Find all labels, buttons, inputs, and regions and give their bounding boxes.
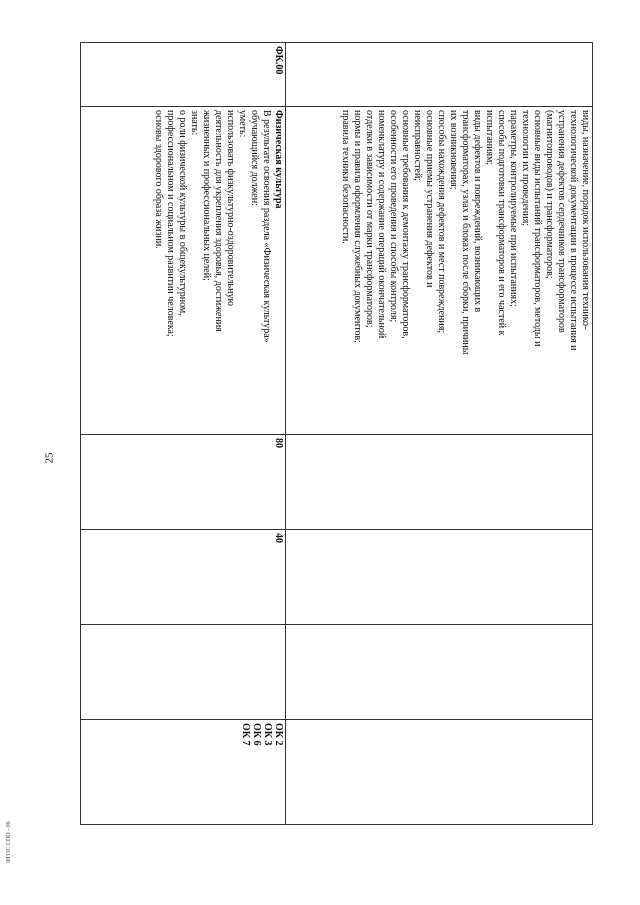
- row1-text-line: правила техники безопасности.: [340, 110, 351, 244]
- row1-text-line: способы нахождения дефектов и мест повреждения;: [436, 110, 447, 334]
- row2-ok-list: [240, 723, 284, 821]
- row2-text-line: профессиональном и социальном развитии человека;: [165, 110, 176, 337]
- footer-code: ФГОС СПО - 06: [6, 821, 12, 863]
- row2-text-line: обучающийся должен:: [249, 110, 260, 206]
- row2-text-lines: [152, 110, 272, 431]
- row2-text-line: В результате освоения раздела «Физическая культура»: [261, 110, 272, 343]
- row1-text-line: виды, назначение, порядок использования технико-: [580, 110, 591, 330]
- row1-text-line: технологии их проведения;: [520, 110, 531, 226]
- row1-mandatory-load: [286, 530, 593, 625]
- ok-competency: ОК 2: [273, 723, 284, 746]
- ok-competency: ОК 3: [262, 723, 273, 746]
- row2-discipline: [81, 625, 286, 720]
- row1-text-lines: [339, 110, 591, 431]
- row2-max-load: 80: [81, 435, 286, 530]
- row2-text-line: деятельность для укрепления здоровья, достижения: [213, 110, 224, 332]
- row1-code: [286, 43, 593, 107]
- row2-text-line: знать:: [189, 110, 200, 136]
- row1-text-line: основные требования к демонтажу трансформаторов,: [400, 110, 411, 339]
- row2-code: ФК.00: [81, 43, 286, 107]
- row1-max-load: [286, 435, 593, 530]
- row1-text-line: виды дефектов и повреждений, возникающих в: [472, 110, 483, 313]
- row1-text-line: их возникновения;: [448, 110, 459, 190]
- row1-text-line: неисправностей;: [412, 110, 423, 182]
- table-row: [81, 43, 286, 825]
- row1-text-line: (магнитопроводов) и трансформаторов;: [544, 110, 555, 279]
- row1-text-line: основные приемы устранения дефектов и: [424, 110, 435, 288]
- row2-text-line: о роли физической культуры в общекультурном,: [177, 110, 188, 316]
- competency-table-sheet: [80, 42, 593, 824]
- row2-text-line: жизненных и профессиональных целей;: [201, 110, 212, 281]
- row1-content: [286, 107, 593, 435]
- row1-text-line: номенклатуру и содержание операций окончательной: [376, 110, 387, 339]
- row1-text-line: параметры, контролируемые при испытаниях;: [508, 110, 519, 307]
- ok-competency: ОК 6: [251, 723, 262, 746]
- row1-text-line: основные виды испытаний трансформаторов, методы и: [532, 110, 543, 347]
- row1-competencies: [286, 720, 593, 825]
- row2-text-line: использовать физкультурно-оздоровительную: [225, 110, 236, 306]
- row1-text-line: технологической документации в процессе испытания и: [568, 110, 579, 351]
- row2-text-line: основы здорового образа жизни.: [153, 110, 164, 249]
- row1-text-line: трансформаторах, узлах и блоках после сборки, причины: [460, 110, 471, 355]
- row2-mandatory-load: 40: [81, 530, 286, 625]
- row2-title: Физическая культура: [273, 110, 284, 209]
- row1-text-line: устранения дефектов сердечников трансформаторов: [556, 110, 567, 333]
- row1-text-line: способы подготовки трансформаторов и его частей к: [496, 110, 507, 336]
- table-row: [286, 43, 593, 825]
- row1-text-line: особенности его проведения и способы контроля;: [388, 110, 399, 323]
- row1-text-line: отделки в зависимости от марки трансформаторов;: [364, 110, 375, 328]
- page-number: 25: [43, 452, 56, 464]
- row2-competencies: [81, 720, 286, 825]
- row2-content: [81, 107, 286, 435]
- ok-competency: ОК 7: [240, 723, 251, 746]
- row1-discipline: [286, 625, 593, 720]
- competency-table: [80, 42, 593, 825]
- row1-text-line: испытаниям;: [484, 110, 495, 166]
- row2-text-line: уметь:: [237, 110, 248, 138]
- row1-text-line: нормы и правила оформления служебных документов;: [352, 110, 363, 343]
